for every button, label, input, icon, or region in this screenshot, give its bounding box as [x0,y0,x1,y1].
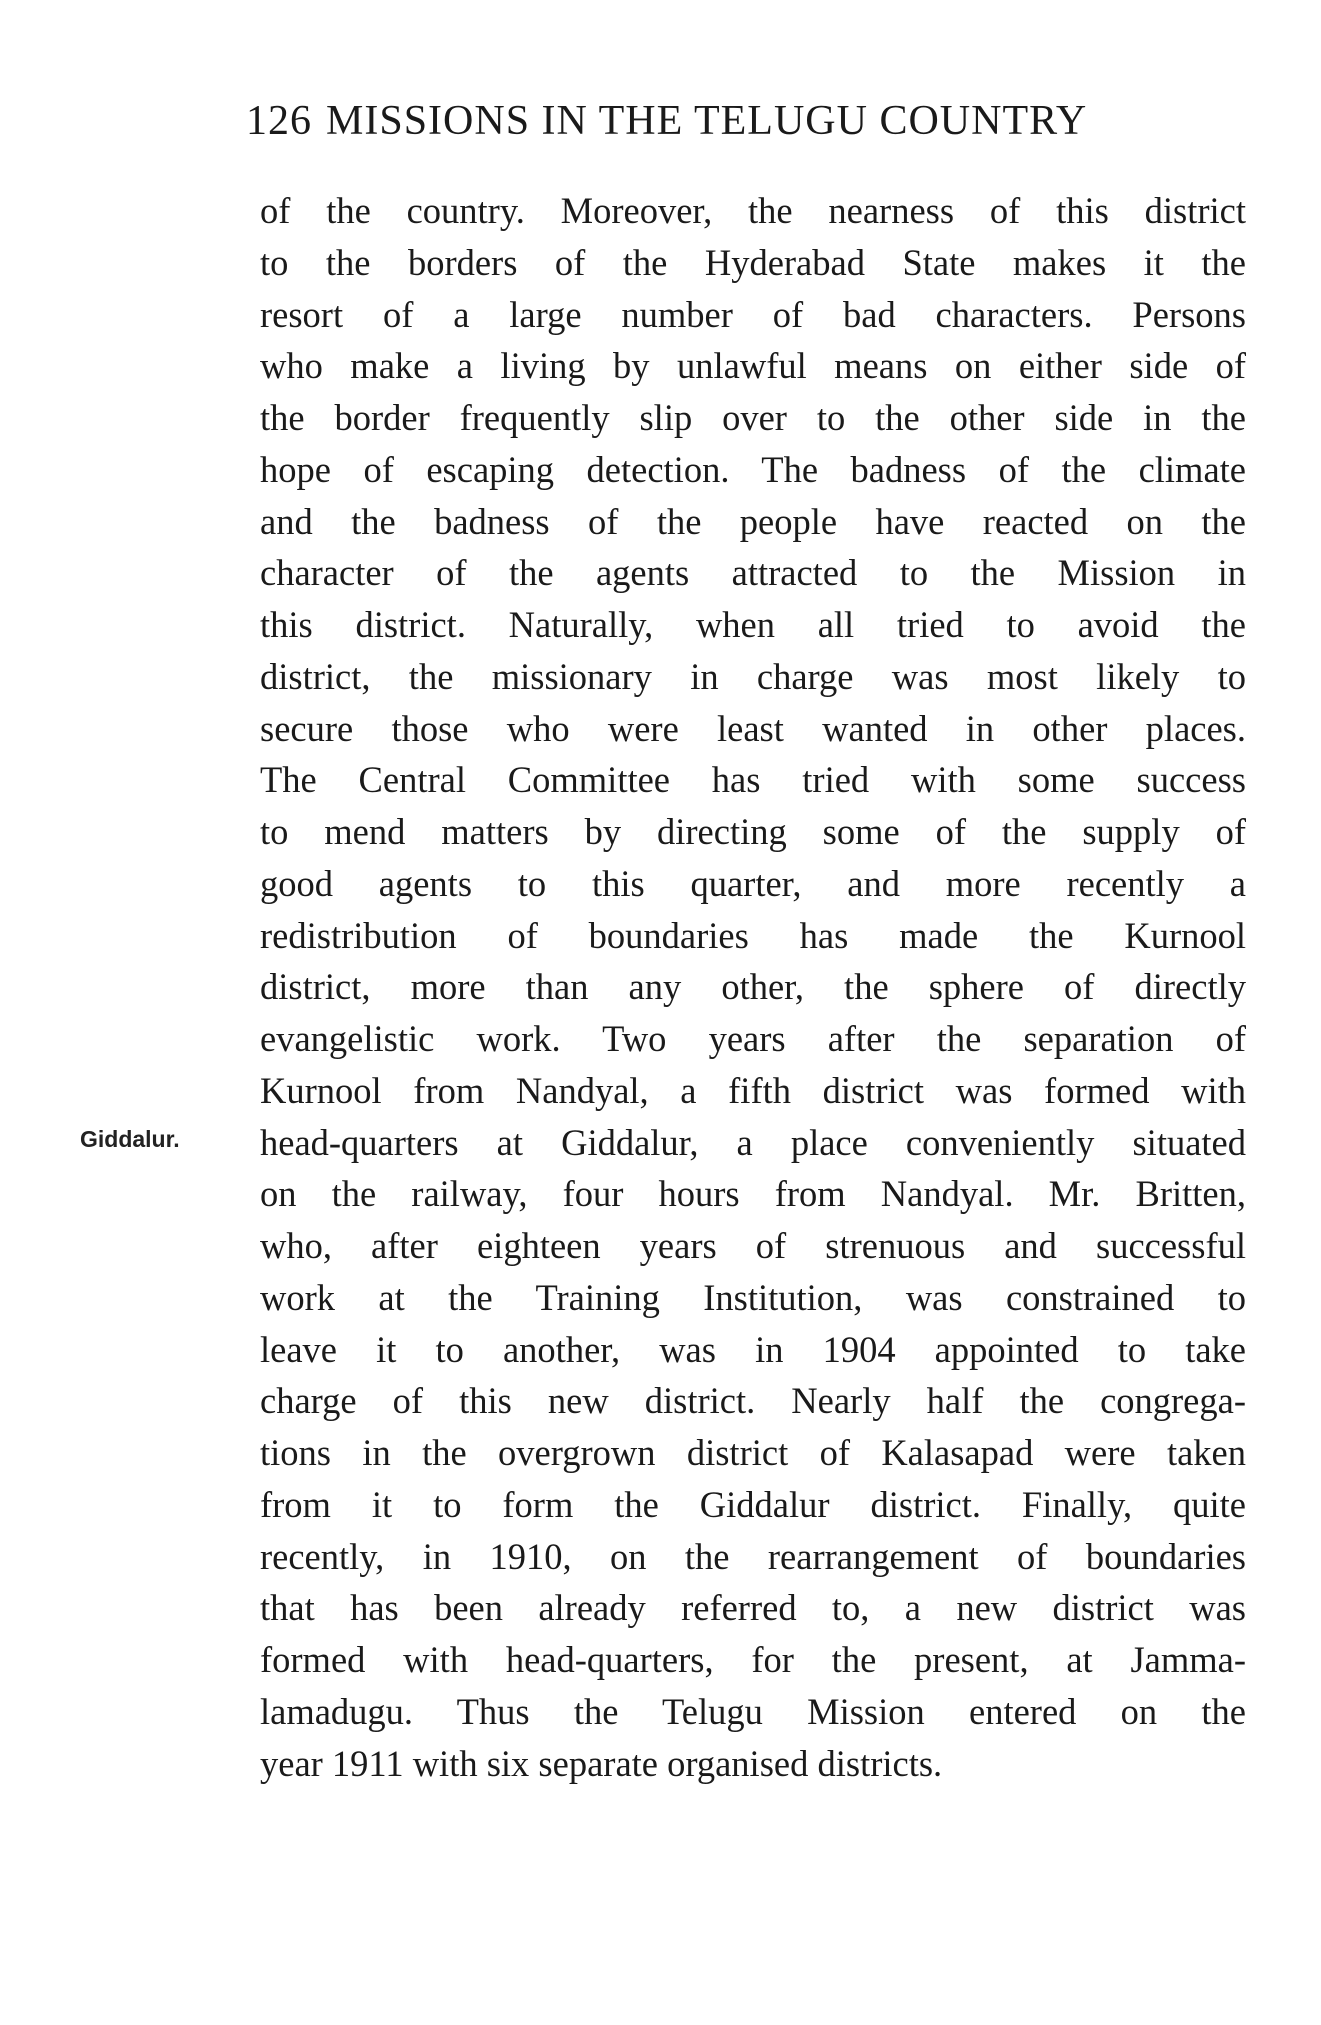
text-line: the border frequently slip over to the other side in the [260,397,1246,438]
text-line: resort of a large number of bad characters. Persons [260,293,1246,335]
text-line: evangelistic work. Two years after the separation of [260,1018,1246,1059]
text-line: The Central Committee has tried with some success [260,759,1246,801]
text-line: Kurnool from Nandyal, a fifth district was formed with [260,1069,1246,1111]
body-paragraph [260,185,1246,1789]
text-line: from it to form the Giddalur district. Finally, quite [260,1483,1246,1525]
text-line: to mend matters by directing some of the supply of [260,811,1246,852]
text-line: to the borders of the Hyderabad State makes it the [260,241,1246,283]
text-line: who make a living by unlawful means on either side of [260,345,1246,387]
page-number: 126 [246,98,312,144]
text-line: on the railway, four hours from Nandyal. Mr. Britten, [260,1173,1246,1215]
text-line: tions in the overgrown district of Kalasapad were taken [260,1432,1246,1473]
text-line: work at the Training Institution, was constrained to [260,1276,1246,1318]
text-line: secure those who were least wanted in other places. [260,707,1246,749]
text-line: this district. Naturally, when all tried to avoid the [260,604,1246,645]
text-line: recently, in 1910, on the rearrangement of boundaries [260,1535,1246,1577]
text-line: formed with head-quarters, for the present, at Jamma- [260,1639,1246,1680]
text-line: year 1911 with six separate organised districts. [260,1742,943,1784]
text-line: redistribution of boundaries has made the Kurnool [260,914,1246,956]
text-line: character of the agents attracted to the Mission in [260,552,1246,594]
running-head [246,100,1246,142]
text-line: charge of this new district. Nearly half the congrega- [260,1380,1246,1422]
text-line: lamadugu. Thus the Telugu Mission entered on the [260,1690,1246,1732]
text-line: and the badness of the people have reacted on the [260,500,1246,542]
text-line: leave it to another, was in 1904 appointed to take [260,1328,1246,1370]
margin-note: Giddalur. [80,1126,180,1152]
running-title: MISSIONS IN THE TELUGU COUNTRY [326,98,1088,144]
text-line: that has been already referred to, a new district was [260,1587,1246,1629]
text-line: good agents to this quarter, and more recently a [260,862,1246,904]
text-line: district, the missionary in charge was most likely to [260,655,1246,697]
text-line: district, more than any other, the sphere of directly [260,966,1246,1008]
text-line: hope of escaping detection. The badness of the climate [260,448,1246,490]
text-line: who, after eighteen years of strenuous and successful [260,1225,1246,1266]
text-line: head-quarters at Giddalur, a place conveniently situated [260,1121,1246,1163]
text-line: of the country. Moreover, the nearness of this district [260,190,1246,231]
